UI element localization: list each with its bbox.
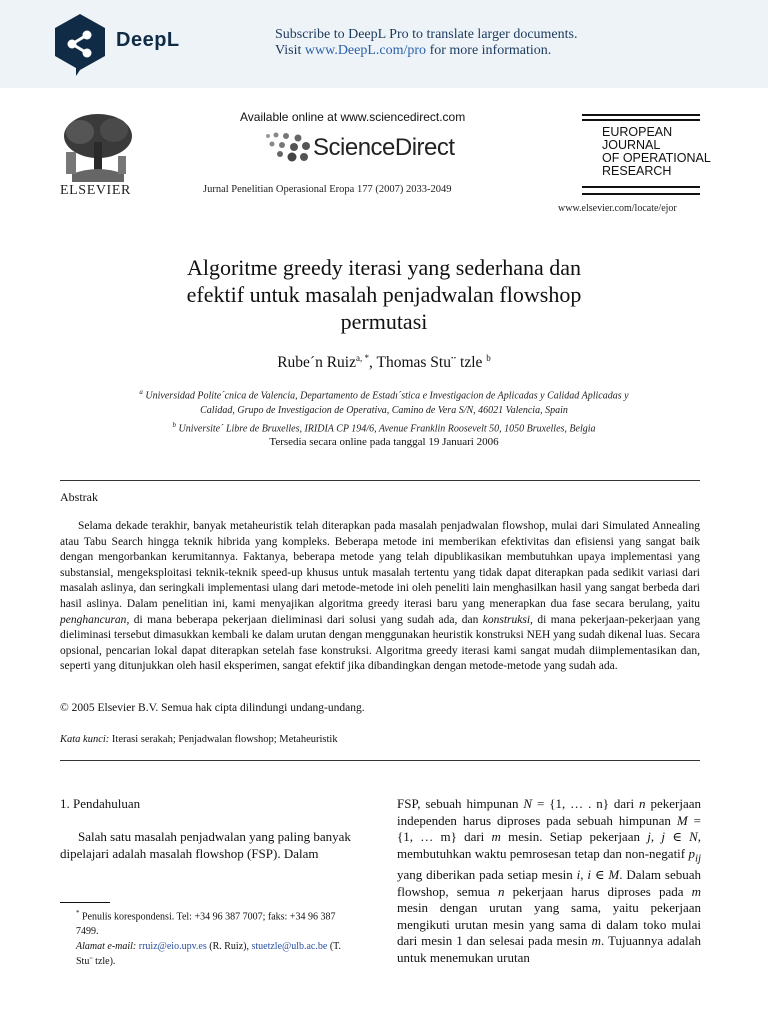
ejor-url: www.elsevier.com/locate/ejor bbox=[558, 203, 677, 214]
right-column-paragraph: FSP, sebuah himpunan N = {1, … . n} dari n pekerjaan independen harus diproses pada sebuah himpunan M = {1, … m} dari m mesin. Setiap pekerjaan j, j ∈ N, membutuhkan waktu pemrosesan tetap dan non-negatif $p_{ij}$ yang diberikan pada setiap mesin i, i ∈ M. Dalam sebuah flowshop, semua n pekerjaan harus diproses pada m mesin dengan urutan yang sama, yaitu pekerjaan mengikuti urutan mesin yang sama di dalam toko mulai dari mesin 1 dan selesai pada mesin m. Tujuannya adalah untuk menemukan urutan bbox=[397, 796, 702, 965]
author-list: Rube´n Ruiz$^{a, *}$, Thomas Stu¨ tzle $^b$ bbox=[277, 353, 491, 372]
article-title: Algoritme greedy iterasi yang sederhana dan efektif untuk masalah penjadwalan flowshop permutasi bbox=[186, 255, 582, 334]
deepl-subscribe-message bbox=[275, 27, 577, 59]
keywords: Kata kunci: Iterasi serakah; Penjadwalan flowshop; Metaheuristik bbox=[60, 734, 338, 745]
affiliations: $^a$ Universidad Polite´cnica de Valencia, Departamento de Estadı´stica e Investigacion de Aplicadas y Calidad Aplicadas y Calidad, Grupo de Investigacion de Operativa, Camino de Vera S/N, 46021 Valencia, Spain $^b$ Universite´ Libre de Bruxelles, IRIDIA CP 194/6, Avenue Franklin Roosevelt 50, 1050 Bruxelles, Belgia bbox=[80, 385, 688, 437]
section-heading: 1. Pendahuluan bbox=[60, 796, 141, 811]
email-link-stutzle[interactable]: stuetzle@ulb.ac.be bbox=[251, 941, 328, 953]
journal-citation: Jurnal Penelitian Operasional Eropa 177 (2007) 2033-2049 bbox=[203, 184, 452, 195]
abstract-heading: Abstrak bbox=[60, 490, 98, 504]
affiliation-a: $^a$ Universidad Polite´cnica de Valencia, Departamento de Estadı´stica e Investigacion de Aplicadas y Calidad Aplicadas y bbox=[139, 388, 629, 402]
deepl-pro-link[interactable]: www.DeepL.com/pro bbox=[304, 43, 427, 58]
intro-paragraph: Salah satu masalah penjadwalan yang paling banyak dipelajari adalah masalah flowshop (FSP). Dalam bbox=[60, 829, 351, 861]
deepl-brand-name: DeepL bbox=[116, 29, 180, 51]
footnote-rule bbox=[60, 902, 110, 903]
ejor-rule-3 bbox=[582, 186, 700, 188]
ejor-title: EUROPEAN JOURNAL OF OPERATIONAL RESEARCH bbox=[602, 125, 711, 178]
sciencedirect-dots-icon bbox=[262, 130, 312, 164]
deepl-banner bbox=[0, 0, 768, 88]
ejor-rule-2 bbox=[582, 119, 700, 121]
deepl-logo-icon bbox=[52, 12, 108, 76]
online-date: Tersedia secara online pada tanggal 19 Januari 2006 bbox=[269, 436, 499, 448]
author-ruiz: Rube´n Ruiz bbox=[277, 354, 356, 372]
email-link-ruiz[interactable]: rruiz@eio.upv.es bbox=[138, 941, 207, 953]
affiliation-b: $^b$ Universite´ Libre de Bruxelles, IRIDIA CP 194/6, Avenue Franklin Roosevelt 50, 1050 Bruxelles, Belgia bbox=[172, 421, 596, 435]
ejor-top-rule bbox=[582, 114, 700, 116]
ejor-bottom-rule bbox=[582, 193, 700, 195]
footnote: * Penulis korespondensi. Tel: +34 96 387 7007; faks: +34 96 387 7499. Alamat e-mail: rruiz@eio.upv.es (R. Ruiz), stuetzle@ulb.ac.be (T. Stu¨ tzle). bbox=[76, 909, 342, 968]
elsevier-tree-logo-icon bbox=[58, 112, 136, 184]
sciencedirect-wordmark: ScienceDirect bbox=[313, 134, 455, 161]
abstract-bottom-rule bbox=[60, 760, 700, 761]
visit-line: Visit www.DeepL.com/pro for more information. bbox=[275, 43, 552, 58]
elsevier-wordmark: ELSEVIER bbox=[60, 183, 131, 198]
abstract-top-rule bbox=[60, 480, 700, 481]
author-stutzle: Thomas Stu¨ tzle bbox=[376, 354, 483, 372]
copyright-notice: © 2005 Elsevier B.V. Semua hak cipta dilindungi undang-undang. bbox=[60, 702, 365, 714]
available-online-text: Available online at www.sciencedirect.com bbox=[240, 110, 466, 124]
subscribe-line: Subscribe to DeepL Pro to translate larger documents. bbox=[275, 27, 578, 42]
abstract-text: Selama dekade terakhir, banyak metaheuristik telah diterapkan pada masalah penjadwalan flowshop, mulai dari Simulated Annealing atau Tabu Search hingga teknik hibrida yang kompleks. Beberapa metode ini memberikan efektivitas dan efisiensi yang sangat baik dengan mengorbankan kerumitannya. Faktanya, beberapa metode yang telah dipublikasikan membutuhkan upaya implementasi yang substansial, mengeksploitasi teknik-teknik speed-up khusus untuk masalah tertentu yang tidak dapat diterapkan pada sedikit variasi dari masalah aslinya, dan seringkali implementasi ulang dari metode-metode ini oleh peneliti lain menghasilkan hasil yang sangat berbeda dari hasil aslinya. Dalam penelitian ini, kami menyajikan algoritma greedy iterasi baru yang menerapkan dua fase secara berulang, yaitu penghancuran, di mana beberapa pekerjaan dieliminasi dari solusi yang sudah ada, dan konstruksi, di mana pekerjaan-pekerjaan yang dieliminasi tersebut dimasukkan kembali ke dalam urutan dengan menggunakan heuristik konstruksi NEH yang sudah dikenal luas. Secara opsional, pencarian lokal dapat diterapkan setelah fase konstruksi. Algoritma greedy iterasi kami sangat mudah diimplementasikan dan, seperti yang ditunjukkan oleh hasil eksperimen, sangat efektif jika dibandingkan dengan metode-metode yang sudah ada. bbox=[60, 520, 700, 673]
